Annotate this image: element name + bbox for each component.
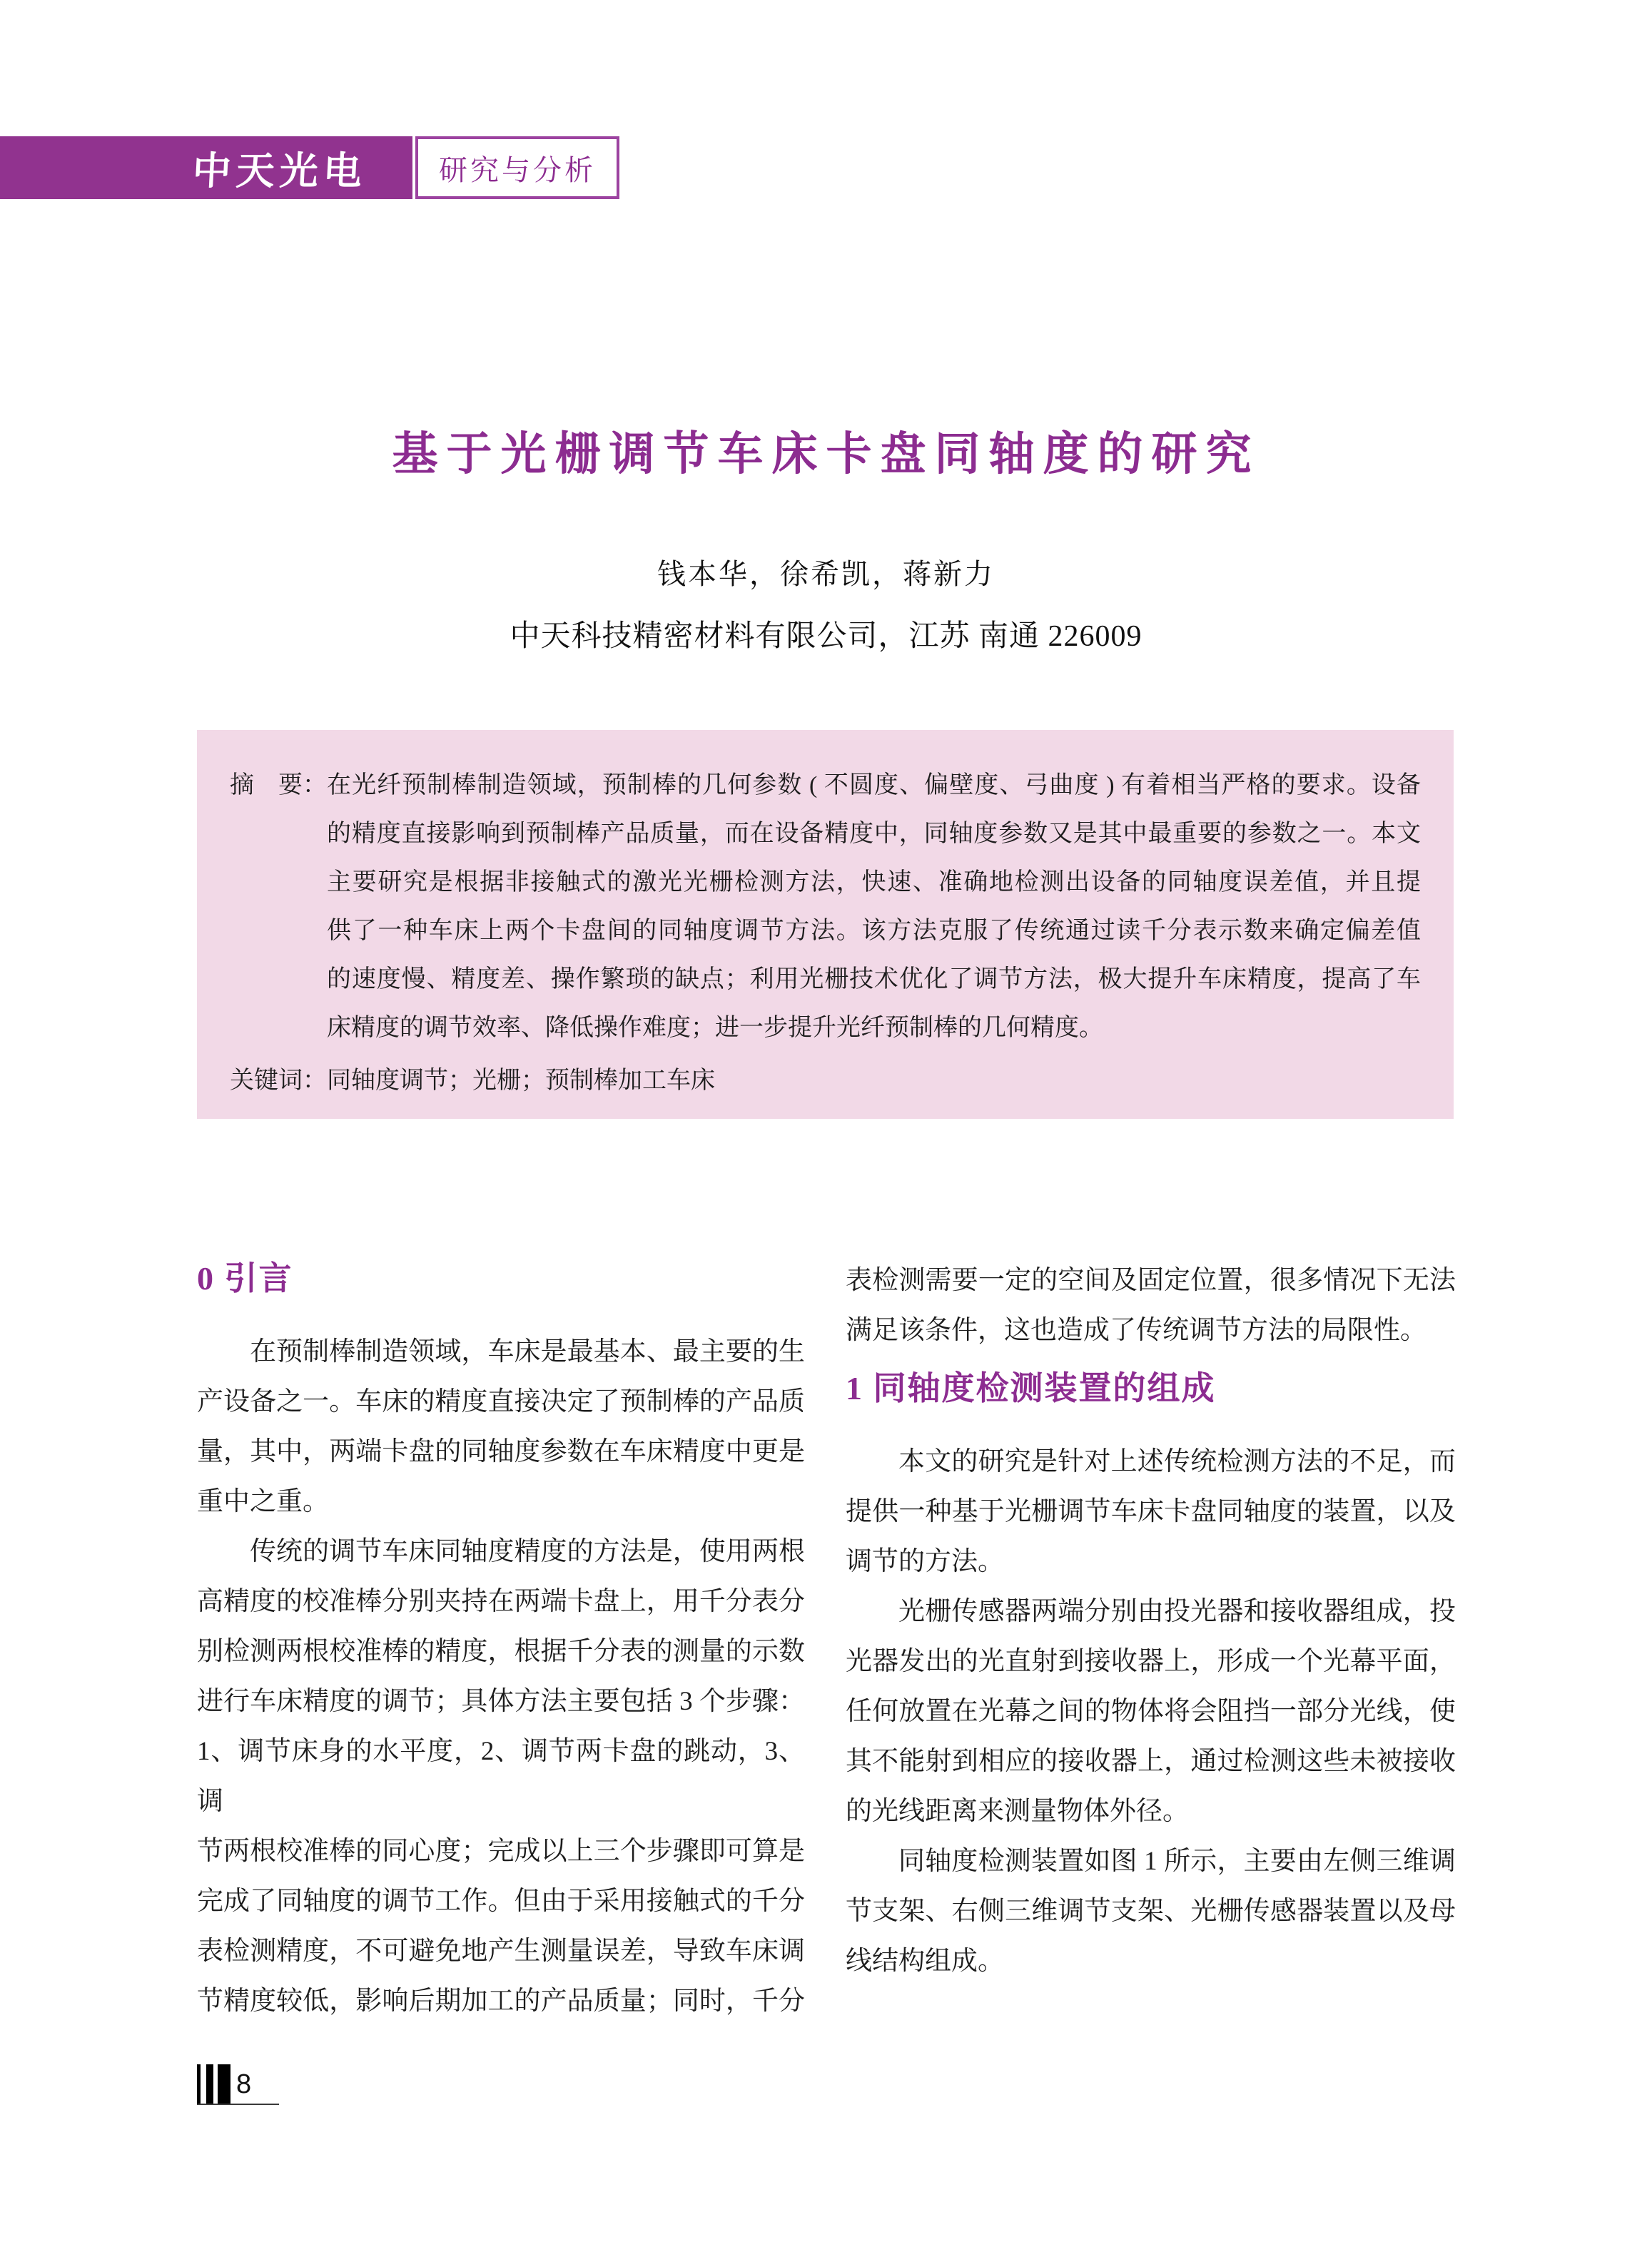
abstract-text — [327, 761, 1421, 1052]
text-line: 节支架、右侧三维调节支架、光栅传感器装置以及母 — [846, 1897, 1456, 1926]
article-title: 基于光栅调节车床卡盘同轴度的研究 — [392, 429, 1260, 480]
text-line: 完成了同轴度的调节工作。但由于采用接触式的千分 — [197, 1887, 805, 1916]
text-line: 别检测两根校准棒的精度，根据千分表的测量的示数 — [197, 1637, 805, 1666]
right-column — [846, 1256, 1456, 1987]
left-column — [197, 1256, 805, 2027]
abstract-box — [197, 730, 1454, 1119]
column-tag-box — [415, 136, 619, 199]
brand-bar — [0, 136, 412, 199]
composition-paragraph-1 — [846, 1437, 1456, 1587]
text-line: 提供一种基于光栅调节车床卡盘同轴度的装置，以及 — [846, 1497, 1456, 1526]
text-line: 光器发出的光直射到接收器上，形成一个光幕平面， — [846, 1647, 1456, 1676]
text-line: 节两根校准棒的同心度；完成以上三个步骤即可算是 — [197, 1837, 805, 1866]
text-line: 传统的调节车床同轴度精度的方法是，使用两根 — [250, 1537, 805, 1566]
text-line: 表检测精度，不可避免地产生测量误差，导致车床调 — [197, 1937, 805, 1966]
text-line: 调节的方法。 — [846, 1547, 1004, 1576]
text-line: 量，其中，两端卡盘的同轴度参数在车床精度中更是 — [197, 1437, 805, 1466]
text-line: 其不能射到相应的接收器上，通过检测这些未被接收 — [846, 1747, 1456, 1776]
text-line: 产设备之一。车床的精度直接决定了预制棒的产品质 — [197, 1387, 805, 1416]
text-line: 满足该条件，这也造成了传统调节方法的局限性。 — [846, 1316, 1427, 1345]
article-authors: 钱本华，徐希凯，蒋新力 — [657, 558, 995, 590]
text-line: 床精度的调节效率、降低操作难度；进一步提升光纤预制棒的几何精度。 — [327, 1015, 1103, 1041]
text-line: 主要研究是根据非接触式的激光光栅检测方法，快速、准确地检测出设备的同轴度误差值，并且提 — [327, 869, 1421, 896]
abstract-row — [230, 761, 1421, 1052]
text-line: 任何放置在光幕之间的物体将会阻挡一部分光线，使 — [846, 1697, 1456, 1726]
composition-paragraph-2 — [846, 1587, 1456, 1837]
marker-bar-thick — [218, 2064, 230, 2104]
footer-rule — [197, 2104, 279, 2105]
text-line: 同轴度检测装置如图 1 所示，主要由左侧三维调 — [898, 1847, 1456, 1876]
text-line: 的精度直接影响到预制棒产品质量，而在设备精度中，同轴度参数又是其中最重要的参数之一。本文 — [327, 821, 1421, 847]
marker-bar-thin — [197, 2064, 201, 2104]
text-line: 光栅传感器两端分别由投光器和接收器组成，投 — [898, 1597, 1456, 1626]
keywords-text: 同轴度调节；光栅；预制棒加工车床 — [327, 1067, 715, 1094]
text-line: 线结构组成。 — [846, 1947, 1004, 1976]
page-marker-bars — [197, 2064, 230, 2104]
abstract-label: 摘 要： — [230, 772, 327, 798]
text-line: 供了一种车床上两个卡盘间的同轴度调节方法。该方法克服了传统通过读千分表示数来确定偏差值 — [327, 918, 1421, 944]
text-line: 1、调节床身的水平度，2、调节两卡盘的跳动，3、调 — [197, 1737, 805, 1816]
text-line: 重中之重。 — [197, 1487, 329, 1516]
text-line: 进行车床精度的调节；具体方法主要包括 3 个步骤： — [197, 1687, 805, 1716]
text-line: 表检测需要一定的空间及固定位置，很多情况下无法 — [846, 1266, 1456, 1295]
journal-logo: 中天光电 — [191, 149, 368, 193]
section-heading-intro: 0 引言 — [197, 1260, 293, 1297]
column-tag-label: 研究与分析 — [439, 154, 596, 186]
keywords-label: 关键词： — [230, 1067, 327, 1094]
page-number: 8 — [236, 2069, 252, 2099]
intro-paragraph-1 — [197, 1327, 805, 1527]
text-line: 高精度的校准棒分别夹持在两端卡盘上，用千分表分 — [197, 1587, 805, 1616]
intro-paragraph-2 — [197, 1527, 805, 2027]
text-line: 在光纤预制棒制造领域，预制棒的几何参数 ( 不圆度、偏壁度、弓曲度 ) 有着相当严格的要求。设备 — [327, 772, 1421, 798]
keywords-row — [230, 1057, 1421, 1105]
text-line: 本文的研究是针对上述传统检测方法的不足，而 — [898, 1447, 1456, 1476]
text-line: 在预制棒制造领域，车床是最基本、最主要的生 — [250, 1337, 805, 1366]
article-affiliation: 中天科技精密材料有限公司，江苏 南通 226009 — [510, 620, 1142, 653]
text-line: 的光线距离来测量物体外径。 — [846, 1797, 1189, 1826]
marker-bar-medium — [206, 2064, 213, 2104]
text-line: 节精度较低，影响后期加工的产品质量；同时，千分 — [197, 1987, 805, 2016]
composition-paragraph-3 — [846, 1837, 1456, 1987]
intro-paragraph-2-continued — [846, 1256, 1456, 1356]
section-heading-composition: 1 同轴度检测装置的组成 — [846, 1370, 1216, 1406]
text-line: 的速度慢、精度差、操作繁琐的缺点；利用光栅技术优化了调节方法，极大提升车床精度，提高了车 — [327, 966, 1421, 993]
